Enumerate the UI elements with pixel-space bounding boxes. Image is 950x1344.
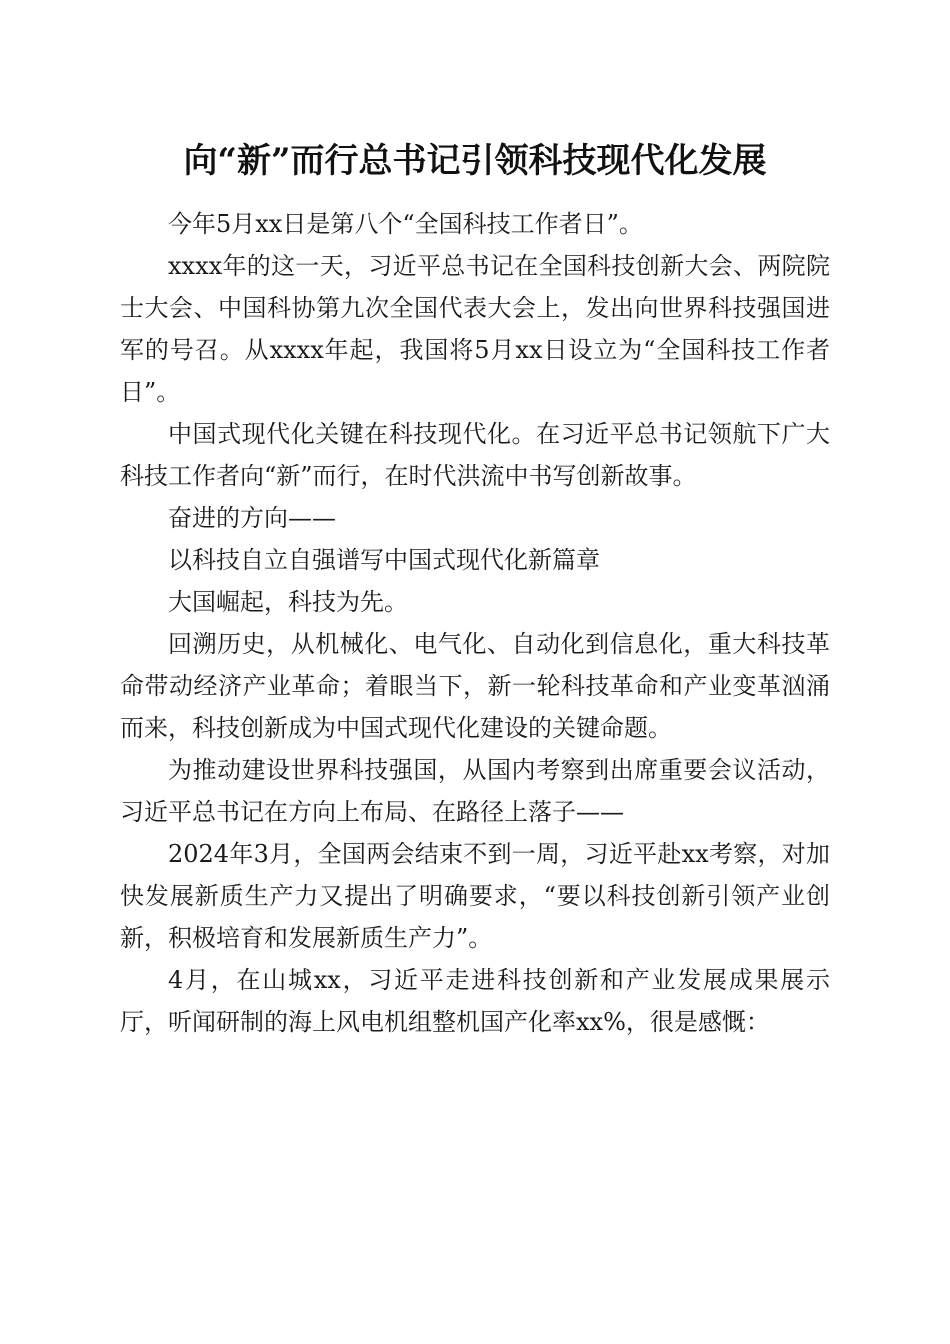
section-heading: 奋进的方向——: [168, 504, 336, 532]
paragraph: 4月，在山城xx，习近平走进科技创新和产业发展成果展示厅，听闻研制的海上风电机组整机国产化率xx%，很是感慨：: [120, 966, 830, 1036]
document-body: [120, 203, 830, 1043]
document-title: 向“新”而行总书记引领科技现代化发展: [183, 141, 767, 181]
section-subheading: 以科技自立自强谱写中国式现代化新篇章: [168, 546, 600, 574]
paragraph: 中国式现代化关键在科技现代化。在习近平总书记领航下广大科技工作者向“新”而行，在时代洪流中书写创新故事。: [120, 420, 830, 490]
paragraph: xxxx年的这一天，习近平总书记在全国科技创新大会、两院院士大会、中国科协第九次全国代表大会上，发出向世界科技强国进军的号召。从xxxx年起，我国将5月xx日设立为“全国科技工作者日”。: [120, 252, 830, 406]
paragraph: 今年5月xx日是第八个“全国科技工作者日”。: [168, 210, 643, 238]
paragraph: 2024年3月，全国两会结束不到一周，习近平赴xx考察，对加快发展新质生产力又提出了明确要求，“要以科技创新引领产业创新，积极培育和发展新质生产力”。: [120, 840, 830, 952]
paragraph: 为推动建设世界科技强国，从国内考察到出席重要会议活动，习近平总书记在方向上布局、在路径上落子——: [120, 756, 830, 826]
paragraph: 回溯历史，从机械化、电气化、自动化到信息化，重大科技革命带动经济产业革命；着眼当下，新一轮科技革命和产业变革汹涌而来，科技创新成为中国式现代化建设的关键命题。: [120, 630, 830, 742]
paragraph: 大国崛起，科技为先。: [168, 588, 408, 616]
